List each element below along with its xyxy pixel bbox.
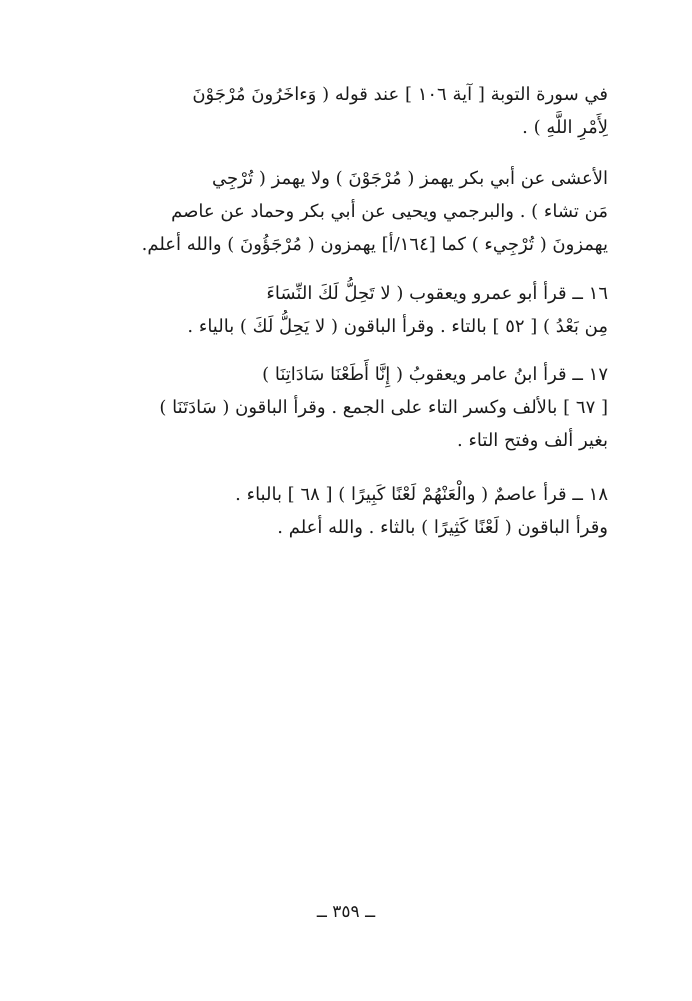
paragraph-16	[78, 277, 608, 343]
text-line: لِأَمْرِ اللَّهِ ) .	[522, 117, 608, 138]
text-line: في سورة التوبة [ آية ١٠٦ ] عند قوله ( وَءاخَرُونَ مُرْجَوْنَ	[192, 84, 608, 105]
text-line: [ ٦٧ ] بالألف وكسر التاء على الجمع . وقرأ الباقون ( سَادَتَنَا )	[159, 397, 608, 418]
text-line: مَن تشاء ) . والبرجمي ويحيى عن أبي بكر وحماد عن عاصم	[171, 201, 608, 222]
paragraph-2	[78, 162, 608, 261]
paragraph-1	[78, 78, 608, 144]
paragraph-17	[78, 358, 608, 457]
text-line: ١٨ ــ قرأ عاصمٌ ( والْعَنْهُمْ لَعْنًا كَبِيرًا ) [ ٦٨ ] بالباء .	[235, 484, 608, 505]
text-line: بغير ألف وفتح التاء .	[457, 430, 608, 451]
text-line: وقرأ الباقون ( لَعْنًا كَثِيرًا ) بالثاء . والله أعلم .	[277, 517, 608, 538]
text-line: الأعشى عن أبي بكر يهمز ( مُرْجَوْنَ ) ولا يهمز ( تُرْجِي	[212, 168, 608, 189]
paragraph-18	[78, 478, 608, 544]
text-line: ١٦ ــ قرأ أبو عمرو ويعقوب ( لا تَحِلُّ لَكَ النِّسَاءَ	[266, 283, 608, 304]
text-line: مِن بَعْدُ ) [ ٥٢ ] بالتاء . وقرأ الباقون ( لا يَحِلُّ لَكَ ) بالياء .	[187, 316, 608, 337]
text-line: ١٧ ــ قرأ ابنُ عامر ويعقوبُ ( إِنَّا أَطَعْنَا سَادَاتِنَا )	[262, 364, 608, 385]
page-number: ــ ٣٥٩ ــ	[316, 902, 376, 922]
text-line: يهمزونَ ( تُرْجِيء ) كما [١٦٤/أ] يهمزون ( مُرْجَؤُونَ ) والله أعلم.	[141, 234, 608, 255]
